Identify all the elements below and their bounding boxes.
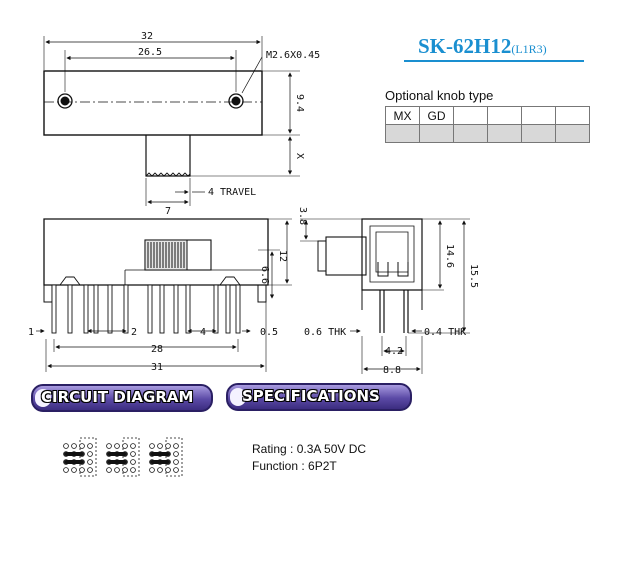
knob-type-table	[385, 106, 590, 143]
terminal-pin	[148, 285, 152, 333]
pin-offset-label: 1	[27, 327, 35, 338]
contact	[131, 444, 136, 449]
slider-contact	[150, 452, 170, 456]
slider-contact	[64, 452, 84, 456]
contact	[115, 468, 120, 473]
contact	[88, 444, 93, 449]
total-height-label: 15.5	[468, 263, 479, 289]
terminal-pin	[124, 285, 128, 333]
terminal-pin	[214, 285, 218, 333]
contact	[64, 444, 69, 449]
contact	[150, 444, 155, 449]
contact	[174, 460, 179, 465]
contact	[115, 444, 120, 449]
contact	[80, 444, 85, 449]
height-label: 9.4	[294, 93, 305, 113]
pin-pitch-label: 2	[130, 327, 138, 338]
contact	[72, 444, 77, 449]
contact	[107, 468, 112, 473]
knob-width-label: 7	[164, 206, 172, 217]
rating-line: Rating : 0.3A 50V DC	[252, 442, 367, 456]
width-label-side: 8.8	[382, 365, 402, 376]
knob-type-cell	[454, 107, 488, 125]
model-title: SK-62H12(L1R3)	[418, 34, 547, 58]
terminal-pin	[174, 285, 178, 333]
circuit-diagram-banner	[31, 384, 213, 412]
function-line: Function : 6P2T	[252, 459, 337, 473]
contact	[166, 444, 171, 449]
terminal-pins	[52, 285, 240, 333]
contact	[123, 444, 128, 449]
contact	[158, 444, 163, 449]
terminal-pin	[94, 285, 98, 333]
pin-height-label: 6.6	[259, 265, 270, 285]
front-view	[36, 219, 292, 372]
knob-type-cell: GD	[420, 107, 454, 125]
contact	[72, 468, 77, 473]
specifications-heading: SPECIFICATIONS	[242, 387, 380, 405]
contact	[80, 468, 85, 473]
contact	[158, 468, 163, 473]
terminal-pin	[236, 285, 240, 333]
contact	[107, 444, 112, 449]
terminal-pin	[108, 285, 112, 333]
terminal-pin	[186, 285, 190, 333]
knob-height-label: 3.8	[297, 206, 308, 226]
terminal-pin	[84, 285, 88, 333]
circuit-diagram	[64, 438, 182, 476]
contact	[166, 468, 171, 473]
hole-pitch-label: 26.5	[137, 47, 163, 58]
contact	[88, 468, 93, 473]
terminal-pin	[52, 285, 56, 333]
knob-image-cell	[488, 125, 522, 143]
contact	[174, 452, 179, 457]
pin-width-label: 0.5	[260, 327, 279, 338]
width-label: 32	[140, 31, 154, 42]
terminal-pin	[160, 285, 164, 333]
contact	[150, 468, 155, 473]
knob-type-cell	[556, 107, 590, 125]
contact	[131, 460, 136, 465]
knob-image-cell	[454, 125, 488, 143]
pin-thk-label: 0.4 THK	[424, 327, 467, 338]
contact	[174, 444, 179, 449]
slider-contact	[150, 460, 170, 464]
terminal-pin	[226, 285, 230, 333]
slider-contact	[107, 460, 127, 464]
pin-span-label: 28	[150, 344, 164, 355]
knob-image-cell	[522, 125, 556, 143]
pole-group	[64, 438, 96, 476]
model-variant: (L1R3)	[511, 42, 547, 56]
contact	[88, 460, 93, 465]
knob-image-cell	[420, 125, 454, 143]
knob-type-cell	[522, 107, 556, 125]
contact	[123, 468, 128, 473]
pin-pitch2-label: 4	[199, 327, 207, 338]
hole-note-label: M2.6X0.45	[266, 50, 321, 61]
contact	[174, 468, 179, 473]
top-view	[44, 36, 300, 206]
slider-contact	[107, 452, 127, 456]
terminal-pin	[68, 285, 72, 333]
specifications-text	[252, 441, 366, 475]
frame-thk-label: 0.6 THK	[304, 327, 347, 338]
knob-image-cell	[386, 125, 420, 143]
knob-length-label: X	[294, 152, 305, 160]
contact	[88, 452, 93, 457]
body-height-label: 12	[277, 249, 288, 263]
pole-group	[107, 438, 139, 476]
circuit-diagram-heading: CIRCUIT DIAGRAM	[41, 388, 194, 406]
pole-group	[150, 438, 182, 476]
knob-type-cell: MX	[386, 107, 420, 125]
contact	[64, 468, 69, 473]
model-underline	[404, 60, 584, 62]
knob-type-cell	[488, 107, 522, 125]
slider-contact	[64, 460, 84, 464]
contact	[131, 468, 136, 473]
knob-title: Optional knob type	[385, 88, 494, 103]
knob-image-cell	[556, 125, 590, 143]
top-view-labels	[138, 31, 320, 217]
specifications-banner	[226, 383, 412, 411]
pin-spacing-label: 4.2	[384, 346, 404, 357]
travel-label: 4 TRAVEL	[208, 187, 257, 198]
body-length-label: 31	[150, 362, 164, 373]
contact	[131, 452, 136, 457]
body-height-label-side: 14.6	[444, 243, 455, 269]
